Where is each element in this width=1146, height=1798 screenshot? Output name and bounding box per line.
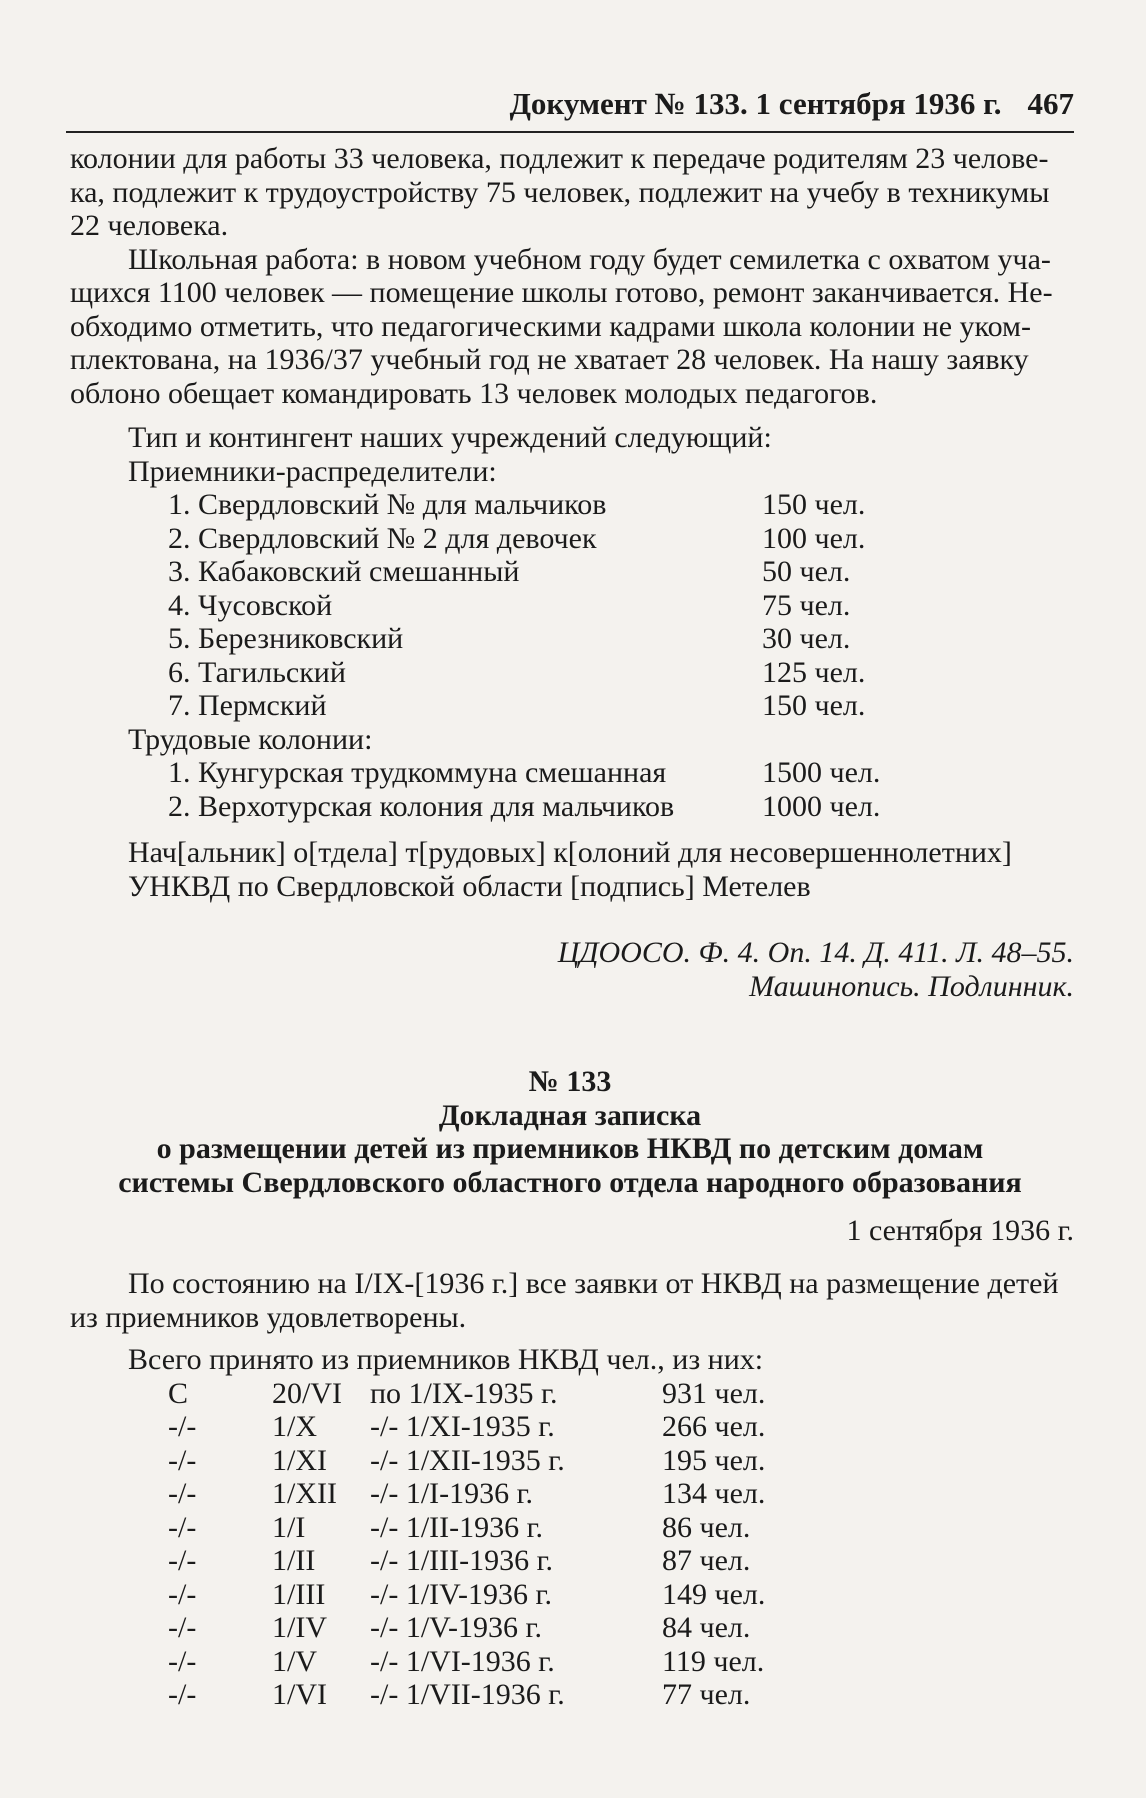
table-cell: 119 чел. (662, 1644, 765, 1678)
list-item-name: 1. Свердловский № для мальчиков (168, 488, 607, 521)
list-item-name: 3. Кабаковский смешанный (168, 555, 520, 588)
table-row (0, 1544, 1146, 1578)
table-cell: 266 чел. (662, 1410, 766, 1443)
document-title-line: о размещении детей из приемников НКВД по детским домам (156, 1132, 984, 1165)
text-line: щихся 1100 человек — помещение школы готово, ремонт заканчивается. Не- (70, 276, 1053, 309)
table-cell: -/- (168, 1544, 197, 1577)
list-item-name: 2. Верхотурская колония для мальчиков (168, 789, 675, 823)
table-cell: -/- 1/I-1936 г. (370, 1477, 534, 1510)
list-item (0, 589, 1146, 623)
list-item (0, 656, 1146, 690)
table-cell: 77 чел. (662, 1678, 751, 1711)
list-item-count: 30 чел. (762, 622, 851, 655)
header-rule (66, 131, 1074, 133)
table-cell: -/- 1/IV-1936 г. (370, 1577, 552, 1611)
list-item-count: 100 чел. (762, 521, 866, 555)
total-intro: Всего принято из приемников НКВД чел., из них: (128, 1343, 764, 1376)
table-cell: по 1/IX-1935 г. (370, 1376, 558, 1410)
document-title-line: системы Свердловского областного отдела народного образования (118, 1165, 1022, 1199)
running-header (66, 86, 1074, 122)
table-cell: 1/X (272, 1410, 317, 1443)
table-row (0, 1578, 1146, 1612)
table-cell: 20/VI (272, 1376, 342, 1410)
table-cell: -/- 1/XII-1935 г. (370, 1443, 565, 1477)
table-cell: 86 чел. (662, 1510, 751, 1544)
text-line: колонии для работы 33 человека, подлежит к передаче родителям 23 челове- (70, 142, 1049, 175)
receivers-heading: Приемники-распределители: (128, 454, 497, 488)
text-line: из приемников удовлетворены. (70, 1300, 467, 1334)
document-number: № 133 (528, 1065, 612, 1098)
list-item-count: 1500 чел. (762, 756, 881, 789)
archive-reference: ЦДООСО. Ф. 4. Оп. 14. Д. 411. Л. 48–55. (557, 936, 1074, 969)
table-cell: 1/III (272, 1577, 326, 1611)
list-item-name: 5. Березниковский (168, 622, 404, 655)
table-cell: -/- (168, 1577, 197, 1611)
list-item (0, 555, 1146, 589)
list-item-count: 150 чел. (762, 689, 866, 722)
table-cell: -/- (168, 1644, 197, 1678)
text-line: 22 человека. (70, 209, 229, 242)
list-item (0, 622, 1146, 656)
text-line: ка, подлежит к трудоустройству 75 человек, подлежит на учебу в техникумы (70, 175, 1050, 209)
text-line: Школьная работа: в новом учебном году будет семилетка с охватом уча- (128, 242, 1051, 276)
list-item (0, 689, 1146, 723)
table-cell: 1/XI (272, 1443, 327, 1477)
signature-line: УНКВД по Свердловской области [подпись] Метелев (128, 869, 811, 903)
table-cell: 1/II (272, 1544, 316, 1577)
text-line: По состоянию на I/IX-[1936 г.] все заявки от НКВД на размещение детей (128, 1267, 1059, 1300)
table-row (0, 1645, 1146, 1679)
table-cell: -/- 1/VII-1936 г. (370, 1678, 565, 1711)
archive-note: Машинопись. Подлинник. (749, 969, 1074, 1003)
table-row (0, 1410, 1146, 1444)
document-title-line: Докладная записка (438, 1098, 702, 1132)
list-item-name: 2. Свердловский № 2 для девочек (168, 521, 597, 555)
types-intro: Тип и контингент наших учреждений следующий: (128, 421, 772, 454)
table-cell: 1/I (272, 1510, 306, 1544)
list-item (0, 756, 1146, 790)
table-cell: -/- 1/II-1936 г. (370, 1510, 544, 1544)
table-cell: С (168, 1376, 189, 1410)
table-cell: 1/XII (272, 1477, 337, 1510)
table-row (0, 1444, 1146, 1478)
table-cell: 195 чел. (662, 1443, 766, 1477)
table-cell: -/- 1/V-1936 г. (370, 1611, 542, 1644)
table-cell: -/- (168, 1410, 197, 1443)
table-cell: 134 чел. (662, 1477, 766, 1510)
text-line: плектована, на 1936/37 учебный год не хватает 28 человек. На нашу заявку (70, 343, 1029, 376)
page-number: 467 (1027, 86, 1074, 121)
table-cell: 931 чел. (662, 1376, 766, 1410)
list-item-name: 4. Чусовской (168, 588, 333, 622)
list-item (0, 488, 1146, 522)
table-cell: 1/V (272, 1644, 317, 1678)
list-item (0, 522, 1146, 556)
table-row (0, 1511, 1146, 1545)
table-cell: 1/IV (272, 1611, 327, 1644)
list-item (0, 790, 1146, 824)
list-item-count: 75 чел. (762, 588, 851, 622)
table-row (0, 1477, 1146, 1511)
list-item-count: 1000 чел. (762, 789, 881, 823)
document-date: 1 сентября 1936 г. (846, 1214, 1074, 1247)
table-row (0, 1377, 1146, 1411)
table-cell: -/- 1/VI-1936 г. (370, 1644, 555, 1678)
table-row (0, 1611, 1146, 1645)
table-cell: -/- (168, 1477, 197, 1510)
text-line: обходимо отметить, что педагогическими кадрами школа колонии не уком- (70, 309, 1032, 343)
list-item-count: 50 чел. (762, 555, 851, 588)
table-cell: -/- (168, 1611, 197, 1644)
table-cell: 149 чел. (662, 1577, 766, 1611)
list-item-name: 6. Тагильский (168, 655, 346, 689)
text-line: облоно обещает командировать 13 человек молодых педагогов. (70, 376, 878, 410)
table-cell: -/- (168, 1510, 197, 1544)
table-cell: 87 чел. (662, 1544, 751, 1577)
table-cell: -/- (168, 1443, 197, 1477)
table-cell: -/- (168, 1678, 197, 1711)
list-item-count: 150 чел. (762, 488, 866, 521)
table-cell: 84 чел. (662, 1611, 751, 1644)
table-cell: 1/VI (272, 1678, 327, 1711)
table-cell: -/- 1/III-1936 г. (370, 1544, 554, 1577)
list-item-count: 125 чел. (762, 655, 866, 689)
list-item-name: 1. Кунгурская трудкоммуна смешанная (168, 756, 667, 789)
table-cell: -/- 1/XI-1935 г. (370, 1410, 555, 1443)
running-header-title: Документ № 133. 1 сентября 1936 г. (509, 86, 1002, 121)
list-item-name: 7. Пермский (168, 689, 327, 722)
signature-line: Нач[альник] о[тдела] т[рудовых] к[олоний для несовершеннолетних] (128, 836, 1012, 869)
colonies-heading: Трудовые колонии: (128, 722, 373, 756)
table-row (0, 1678, 1146, 1712)
